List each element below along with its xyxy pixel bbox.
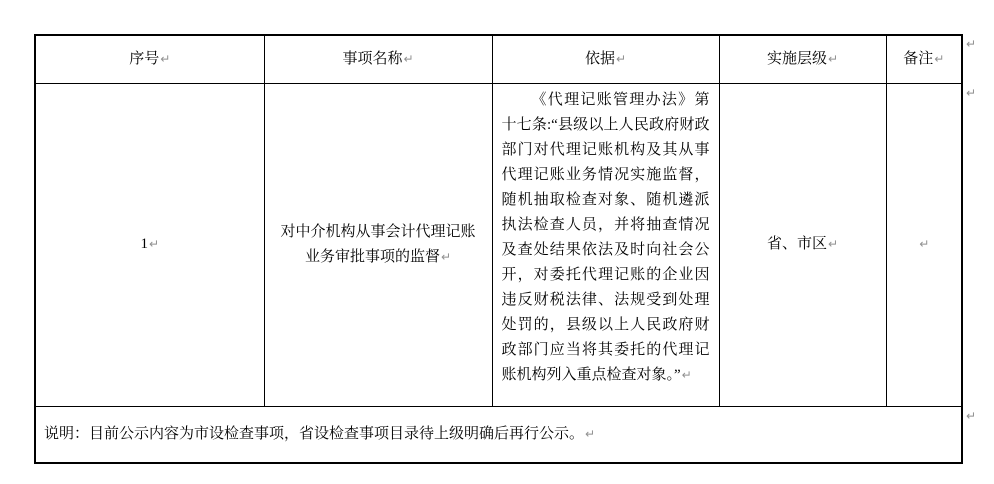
paragraph-mark-icon: ↵ — [615, 51, 627, 66]
header-label-level: 实施层级 — [766, 50, 827, 67]
paragraph-mark-icon: ↵ — [585, 426, 596, 441]
cell-remarks — [886, 83, 962, 406]
header-label-basis: 依据 — [584, 50, 615, 67]
header-label-serial: 序号 — [129, 50, 160, 67]
header-cell-level — [719, 35, 886, 83]
paragraph-mark-icon: ↵ — [827, 51, 839, 66]
cell-serial — [35, 83, 264, 406]
header-label-item-name: 事项名称 — [342, 50, 403, 67]
paragraph-mark-icon: ↵ — [919, 237, 930, 251]
basis-paragraph — [502, 88, 710, 388]
row-end-mark-icon: ↵ — [966, 86, 977, 100]
inspection-items-table — [34, 34, 963, 464]
serial-value: 1 — [140, 236, 148, 252]
table-header-row — [35, 35, 962, 83]
paragraph-mark-icon: ↵ — [160, 51, 171, 66]
header-cell-item-name — [264, 35, 492, 83]
paragraph-mark-icon: ↵ — [148, 237, 160, 251]
table-note-row — [35, 406, 962, 463]
paragraph-mark-icon: ↵ — [403, 51, 414, 66]
header-cell-basis — [492, 35, 719, 83]
row-end-mark-icon: ↵ — [966, 409, 977, 423]
header-cell-serial — [35, 35, 264, 83]
item-name-text: 对中介机构从事会计代理记账业务审批事项的监督 — [280, 223, 476, 265]
paragraph-mark-icon: ↵ — [440, 249, 452, 264]
header-label-remarks: 备注 — [903, 50, 934, 67]
level-text: 省、市区 — [766, 236, 827, 252]
paragraph-mark-icon: ↵ — [681, 367, 692, 382]
cell-level — [719, 83, 886, 406]
paragraph-mark-icon: ↵ — [934, 51, 945, 66]
cell-basis — [492, 83, 719, 406]
header-cell-remarks — [886, 35, 962, 83]
table-data-row — [35, 83, 962, 406]
cell-note — [35, 406, 962, 463]
row-end-mark-icon: ↵ — [966, 37, 977, 51]
paragraph-mark-icon: ↵ — [827, 237, 839, 251]
basis-text: 《代理记账管理办法》第十七条:“县级以上人民政府财政部门对代理记账机构及其从事代理记账业务情况实施监督，随机抽取检查对象、随机遴派执法检查人员，并将抽查情况及查处结果依法及时向社会公开，对委托代理记账的企业因违反财税法律、法规受到处理处罚的，县级以上人民政府财政部门应当将其委托的代理记账机构列入重点检查对象。” — [501, 91, 710, 383]
cell-item-name — [264, 83, 492, 406]
note-text: 说明：目前公示内容为市设检查事项，省设检查事项目录待上级明确后再行公示。 — [44, 425, 585, 442]
